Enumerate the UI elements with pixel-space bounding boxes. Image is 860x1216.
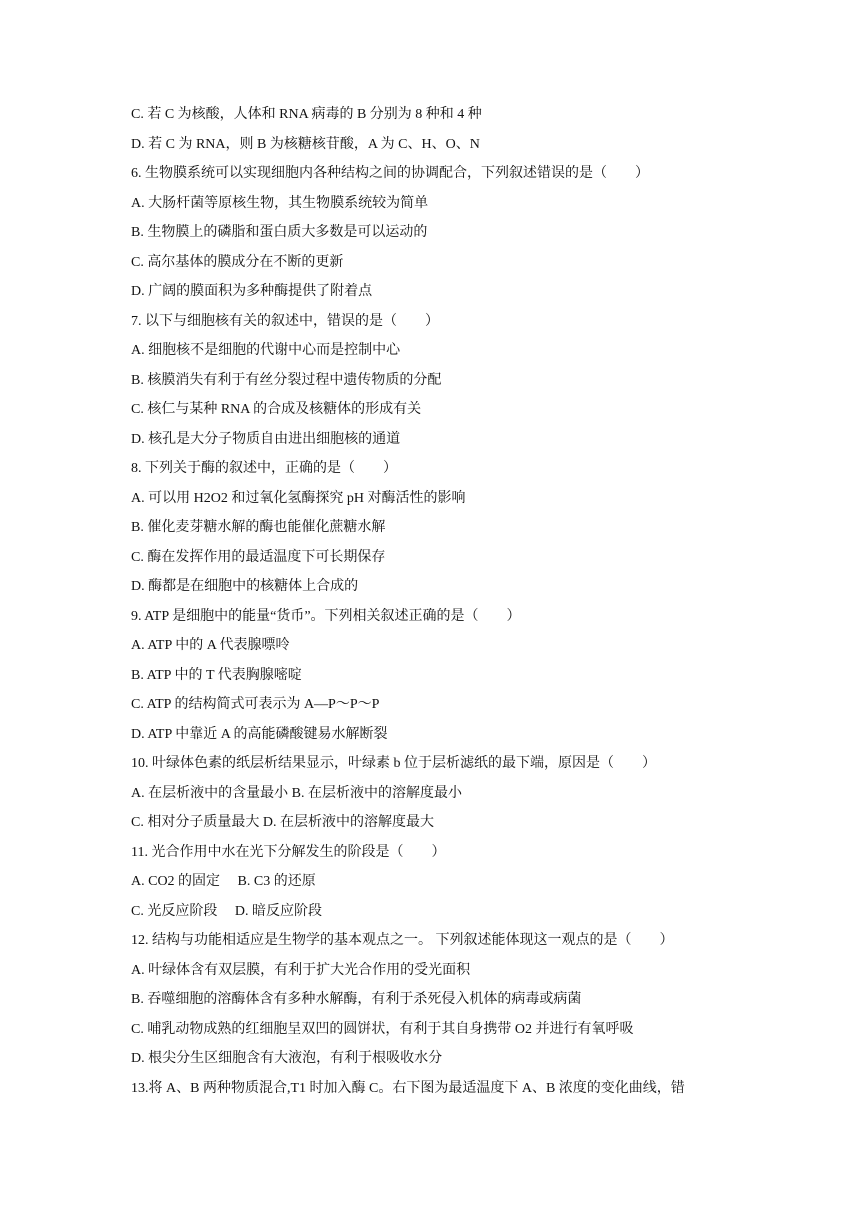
option-12d: D. 根尖分生区细胞含有大液泡，有利于根吸收水分: [131, 1051, 443, 1066]
options-11ab: A. CO2 的固定 B. C3 的还原: [131, 874, 316, 889]
options-10cd: C. 相对分子质量最大 D. 在层析液中的溶解度最大: [131, 815, 434, 830]
question-9-stem: 9. ATP 是细胞中的能量“货币”。下列相关叙述正确的是（ ）: [131, 608, 521, 624]
option-7b: B. 核膜消失有利于有丝分裂过程中遗传物质的分配: [131, 372, 442, 388]
option-9a: A. ATP 中的 A 代表腺嘌呤: [131, 638, 290, 653]
option-6d: D. 广阔的膜面积为多种酶提供了附着点: [131, 284, 373, 299]
option-6b: B. 生物膜上的磷脂和蛋白质大多数是可以运动的: [131, 225, 428, 240]
question-text-block: [131, 100, 751, 1103]
question-11-stem: 11. 光合作用中水在光下分解发生的阶段是（ ）: [131, 844, 446, 860]
option-9c: C. ATP 的结构简式可表示为 A—P～P～P: [131, 697, 380, 712]
option-12c: C. 哺乳动物成熟的红细胞呈双凹的圆饼状，有利于其自身携带 O2 并进行有氧呼吸: [131, 1021, 634, 1037]
option-7c: C. 核仁与某种 RNA 的合成及核糖体的形成有关: [131, 402, 422, 417]
question-10-stem: 10. 叶绿体色素的纸层析结果显示，叶绿素 b 位于层析滤纸的最下端，原因是（ ）: [131, 756, 656, 771]
option-8a: A. 可以用 H2O2 和过氧化氢酶探究 pH 对酶活性的影响: [131, 490, 466, 506]
option-9b: B. ATP 中的 T 代表胸腺嘧啶: [131, 667, 302, 683]
question-8-stem: 8. 下列关于酶的叙述中，正确的是（ ）: [131, 461, 397, 476]
option-6a: A. 大肠杆菌等原核生物，其生物膜系统较为简单: [131, 195, 429, 211]
option-6c: C. 高尔基体的膜成分在不断的更新: [131, 254, 344, 270]
option-7a: A. 细胞核不是细胞的代谢中心而是控制中心: [131, 343, 401, 358]
option-8d: D. 酶都是在细胞中的核糖体上合成的: [131, 579, 359, 594]
question-7-stem: 7. 以下与细胞核有关的叙述中，错误的是（ ）: [131, 313, 439, 329]
option-5d: D. 若 C 为 RNA，则 B 为核糖核苷酸，A 为 C、H、O、N: [131, 136, 480, 152]
option-5c: C. 若 C 为核酸，人体和 RNA 病毒的 B 分别为 8 种和 4 种: [131, 107, 482, 122]
question-6-stem: 6. 生物膜系统可以实现细胞内各种结构之间的协调配合，下列叙述错误的是（ ）: [131, 166, 649, 181]
option-8c: C. 酶在发挥作用的最适温度下可长期保存: [131, 549, 386, 565]
question-12-stem: 12. 结构与功能相适应是生物学的基本观点之一。 下列叙述能体现这一观点的是（ ）: [131, 933, 674, 948]
option-9d: D. ATP 中靠近 A 的高能磷酸键易水解断裂: [131, 726, 388, 742]
question-13-stem: 13.将 A、B 两种物质混合,T1 时加入酶 C。右下图为最适温度下 A、B 浓度的变化曲线，错: [131, 1080, 685, 1096]
option-8b: B. 催化麦芽糖水解的酶也能催化蔗糖水解: [131, 520, 386, 535]
option-12b: B. 吞噬细胞的溶酶体含有多种水解酶，有利于杀死侵入机体的病毒或病菌: [131, 992, 582, 1007]
option-12a: A. 叶绿体含有双层膜，有利于扩大光合作用的受光面积: [131, 962, 471, 978]
options-10ab: A. 在层析液中的含量最小 B. 在层析液中的溶解度最小: [131, 785, 462, 801]
options-11cd: C. 光反应阶段 D. 暗反应阶段: [131, 903, 322, 919]
option-7d: D. 核孔是大分子物质自由进出细胞核的通道: [131, 431, 401, 447]
